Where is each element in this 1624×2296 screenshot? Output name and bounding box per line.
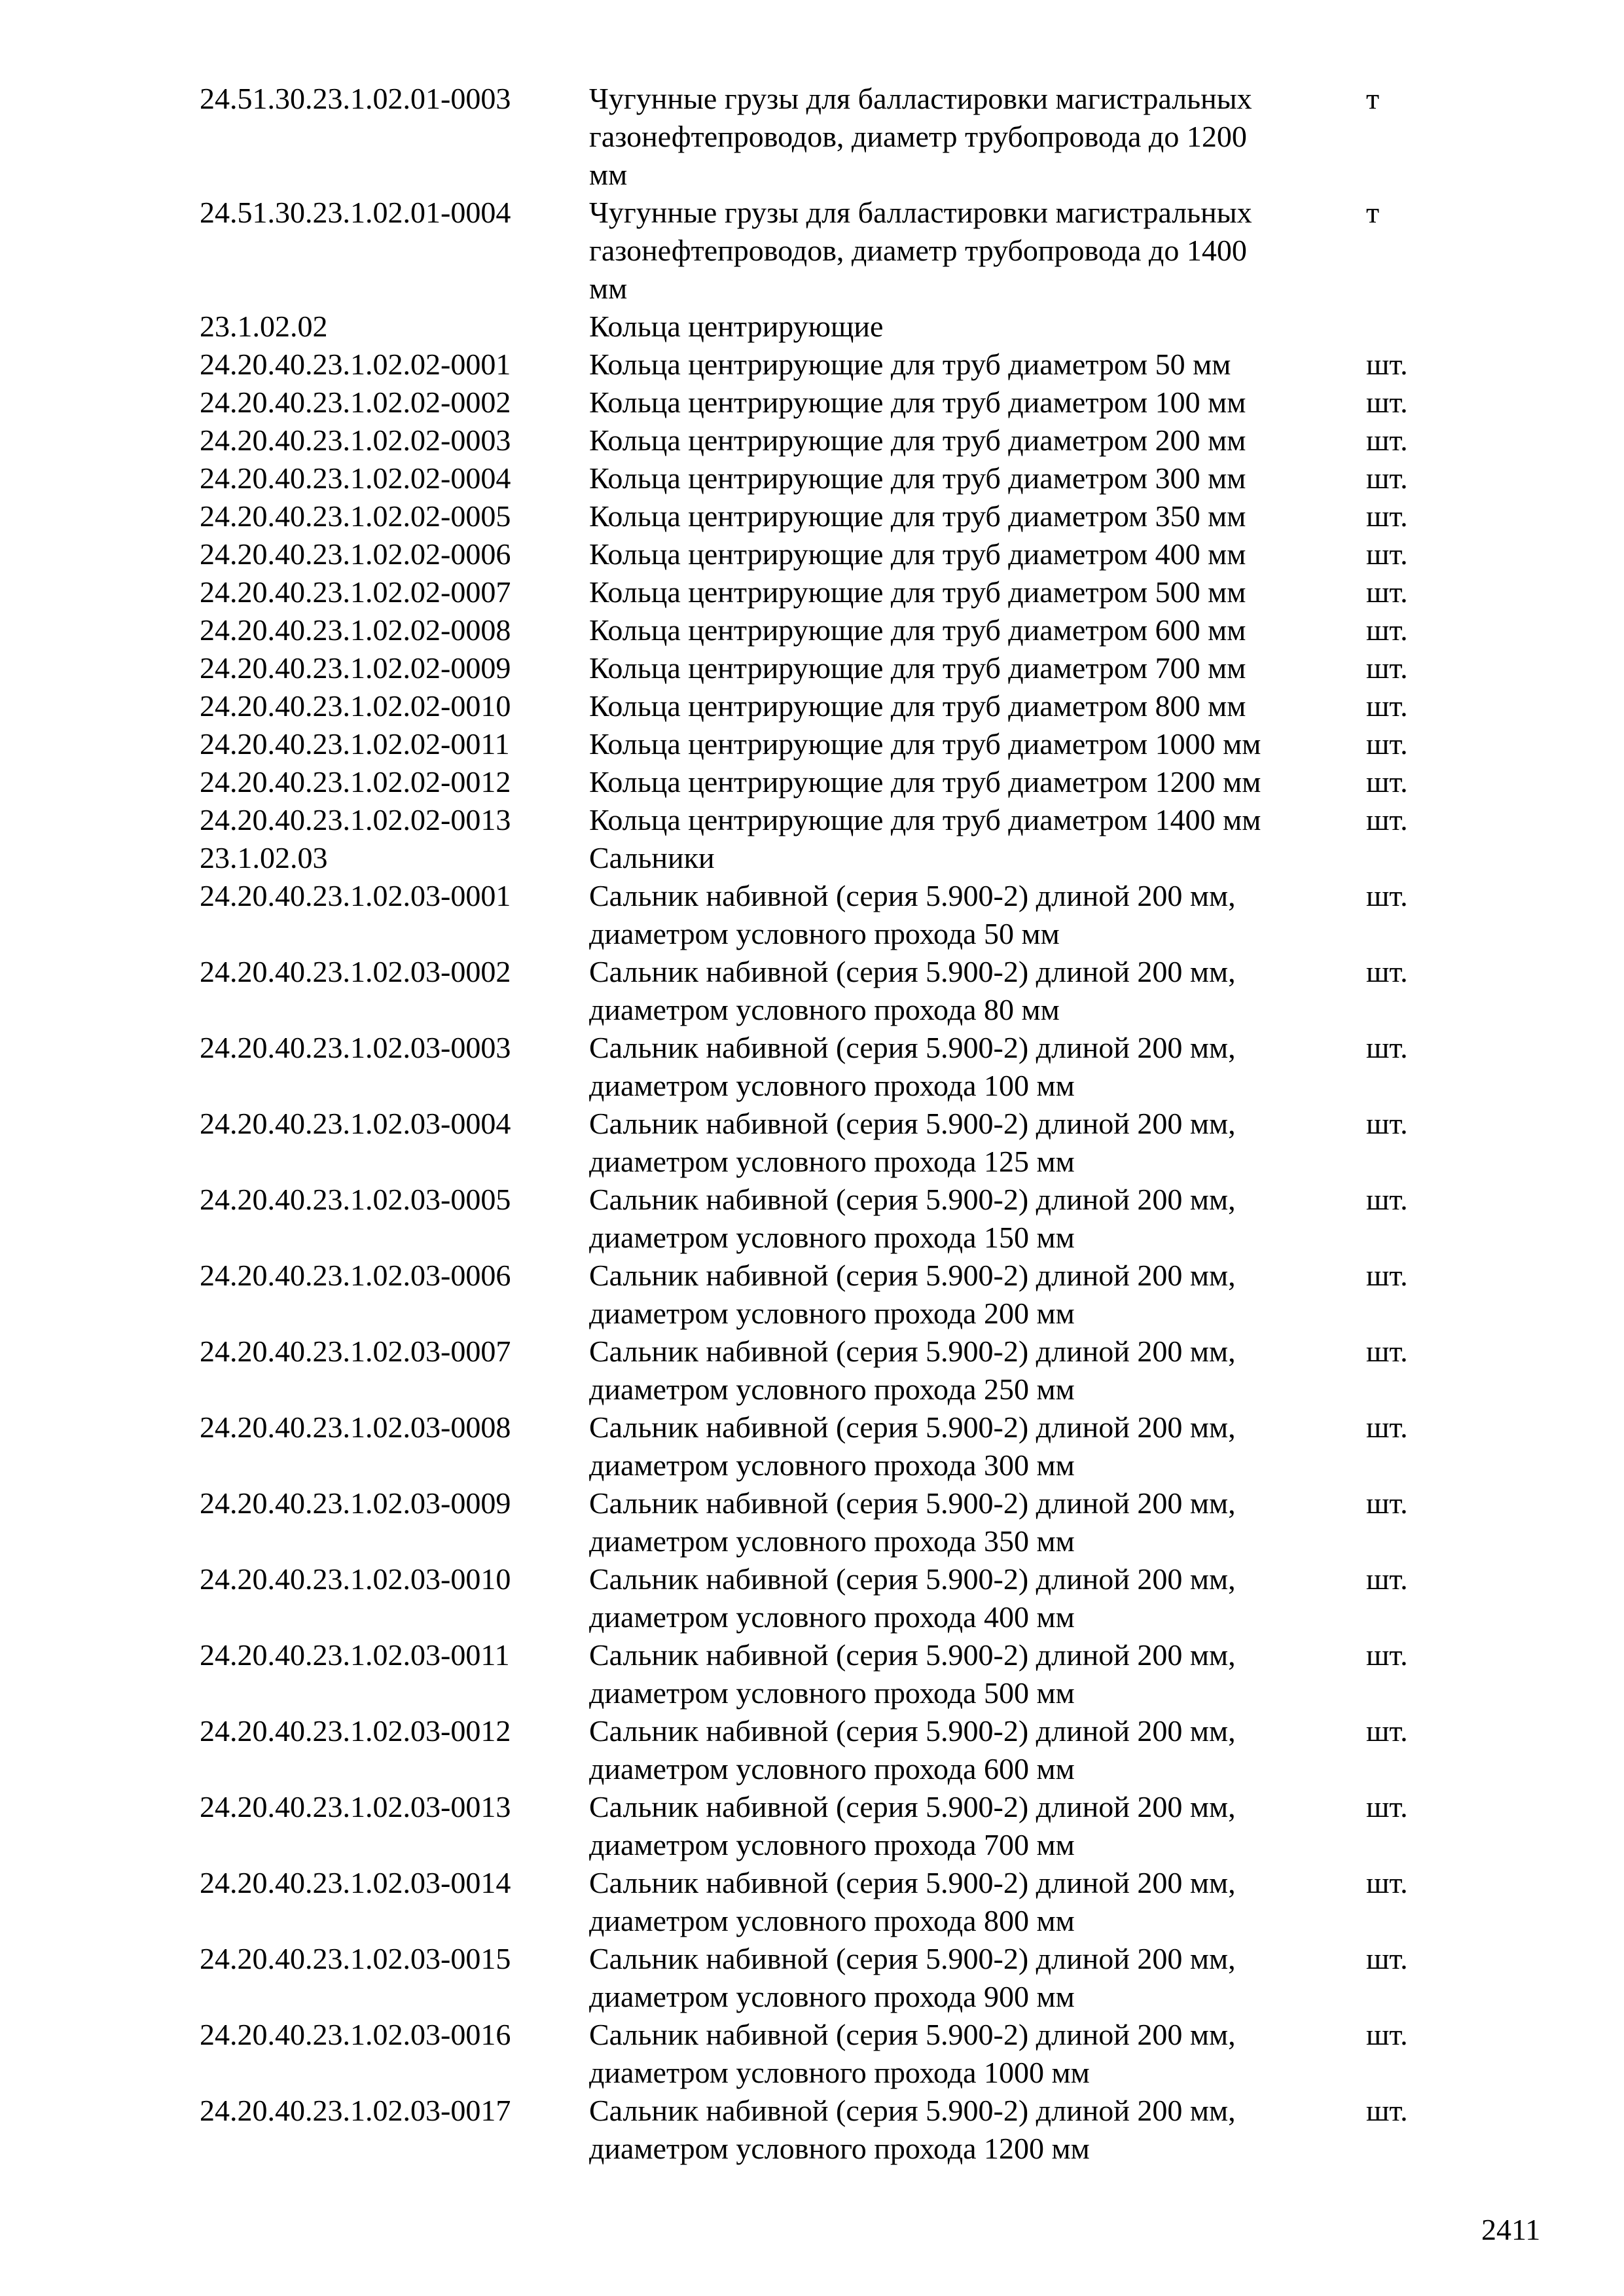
- row-unit: шт.: [1366, 1486, 1408, 1520]
- row-unit: шт.: [1366, 461, 1408, 495]
- row-description: Кольца центрирующие для труб диаметром 200 мм: [589, 423, 1246, 457]
- row-code: 24.20.40.23.1.02.02-0005: [200, 499, 511, 533]
- table-row: [0, 1333, 1624, 1408]
- row-description: Сальники: [589, 841, 715, 874]
- row-code: 24.20.40.23.1.02.03-0011: [200, 1638, 510, 1672]
- row-unit: шт.: [1366, 1714, 1408, 1748]
- row-description: Кольца центрирующие для труб диаметром 300 мм: [589, 461, 1246, 495]
- row-description: Кольца центрирующие для труб диаметром 100 мм: [589, 386, 1246, 419]
- row-unit: шт.: [1366, 765, 1408, 798]
- row-description: Кольца центрирующие для труб диаметром 600 мм: [589, 613, 1246, 647]
- row-unit: т: [1366, 196, 1380, 229]
- row-code: 24.20.40.23.1.02.02-0007: [200, 575, 511, 609]
- row-description: Сальник набивной (серия 5.900-2) длиной 200 мм, диаметром условного прохода 350 мм: [589, 1486, 1236, 1558]
- row-description: Кольца центрирующие для труб диаметром 50 мм: [589, 348, 1231, 381]
- table-row: [0, 80, 1624, 194]
- table-row: [0, 1712, 1624, 1788]
- row-unit: шт.: [1366, 499, 1408, 533]
- row-unit: шт.: [1366, 689, 1408, 723]
- row-description: Кольца центрирующие для труб диаметром 1200 мм: [589, 765, 1261, 798]
- row-unit: шт.: [1366, 1866, 1408, 1899]
- table-row: [0, 1105, 1624, 1181]
- table-row: [0, 839, 1624, 877]
- table-row: [0, 422, 1624, 459]
- table-row: [0, 1864, 1624, 1940]
- row-unit: шт.: [1366, 1335, 1408, 1368]
- table-row: [0, 384, 1624, 422]
- page-number: 2411: [1481, 2213, 1541, 2246]
- table-row: [0, 1788, 1624, 1864]
- row-code: 24.20.40.23.1.02.03-0012: [200, 1714, 511, 1748]
- row-description: Кольца центрирующие для труб диаметром 400 мм: [589, 537, 1246, 571]
- row-unit: шт.: [1366, 1107, 1408, 1140]
- row-code: 24.20.40.23.1.02.02-0009: [200, 651, 511, 685]
- table-row: [0, 497, 1624, 535]
- table-row: [0, 801, 1624, 839]
- table-row: [0, 194, 1624, 308]
- row-code: 24.51.30.23.1.02.01-0004: [200, 196, 511, 229]
- row-unit: шт.: [1366, 1410, 1408, 1444]
- row-description: Кольца центрирующие для труб диаметром 1000 мм: [589, 727, 1261, 761]
- table-row: [0, 877, 1624, 953]
- row-description: Сальник набивной (серия 5.900-2) длиной 200 мм, диаметром условного прохода 400 мм: [589, 1562, 1236, 1634]
- table-row: [0, 308, 1624, 346]
- row-code: 24.20.40.23.1.02.02-0003: [200, 423, 511, 457]
- row-unit: т: [1366, 82, 1380, 115]
- row-code: 24.20.40.23.1.02.02-0002: [200, 386, 511, 419]
- table-row: [0, 1257, 1624, 1333]
- row-description: Сальник набивной (серия 5.900-2) длиной 200 мм, диаметром условного прохода 200 мм: [589, 1259, 1236, 1330]
- row-code: 24.20.40.23.1.02.03-0002: [200, 955, 511, 988]
- row-unit: шт.: [1366, 2018, 1408, 2051]
- row-code: 24.20.40.23.1.02.02-0004: [200, 461, 511, 495]
- row-code: 24.20.40.23.1.02.02-0008: [200, 613, 511, 647]
- row-description: Сальник набивной (серия 5.900-2) длиной 200 мм, диаметром условного прохода 900 мм: [589, 1942, 1236, 2013]
- row-unit: шт.: [1366, 1638, 1408, 1672]
- row-description: Кольца центрирующие: [589, 310, 884, 343]
- row-unit: шт.: [1366, 423, 1408, 457]
- row-unit: шт.: [1366, 613, 1408, 647]
- row-description: Сальник набивной (серия 5.900-2) длиной 200 мм, диаметром условного прохода 500 мм: [589, 1638, 1236, 1710]
- table-row: [0, 953, 1624, 1029]
- table-row: [0, 1560, 1624, 1636]
- table-row: [0, 1636, 1624, 1712]
- row-description: Сальник набивной (серия 5.900-2) длиной 200 мм, диаметром условного прохода 1200 мм: [589, 2094, 1236, 2165]
- row-code: 24.20.40.23.1.02.02-0010: [200, 689, 511, 723]
- table-row: [0, 1484, 1624, 1560]
- row-unit: шт.: [1366, 803, 1408, 836]
- table-row: [0, 1408, 1624, 1484]
- row-code: 24.20.40.23.1.02.03-0014: [200, 1866, 511, 1899]
- row-code: 24.20.40.23.1.02.02-0001: [200, 348, 511, 381]
- row-code: 24.20.40.23.1.02.03-0015: [200, 1942, 511, 1975]
- row-unit: шт.: [1366, 1031, 1408, 1064]
- row-description: Сальник набивной (серия 5.900-2) длиной 200 мм, диаметром условного прохода 1000 мм: [589, 2018, 1236, 2089]
- row-code: 24.20.40.23.1.02.03-0007: [200, 1335, 511, 1368]
- row-code: 24.20.40.23.1.02.03-0016: [200, 2018, 511, 2051]
- row-unit: шт.: [1366, 1183, 1408, 1216]
- row-description: Сальник набивной (серия 5.900-2) длиной 200 мм, диаметром условного прохода 600 мм: [589, 1714, 1236, 1785]
- row-code: 24.20.40.23.1.02.03-0008: [200, 1410, 511, 1444]
- table-row: [0, 611, 1624, 649]
- row-code: 24.20.40.23.1.02.02-0011: [200, 727, 510, 761]
- row-code: 24.20.40.23.1.02.02-0006: [200, 537, 511, 571]
- row-description: Кольца центрирующие для труб диаметром 350 мм: [589, 499, 1246, 533]
- row-code: 23.1.02.03: [200, 841, 328, 874]
- row-code: 24.20.40.23.1.02.02-0013: [200, 803, 511, 836]
- row-description: Сальник набивной (серия 5.900-2) длиной 200 мм, диаметром условного прохода 150 мм: [589, 1183, 1236, 1254]
- row-unit: шт.: [1366, 2094, 1408, 2127]
- row-code: 24.20.40.23.1.02.02-0012: [200, 765, 511, 798]
- row-description: Сальник набивной (серия 5.900-2) длиной 200 мм, диаметром условного прохода 100 мм: [589, 1031, 1236, 1102]
- table-row: [0, 763, 1624, 801]
- row-unit: шт.: [1366, 879, 1408, 912]
- row-unit: шт.: [1366, 1562, 1408, 1596]
- row-code: 24.20.40.23.1.02.03-0010: [200, 1562, 511, 1596]
- row-code: 24.20.40.23.1.02.03-0003: [200, 1031, 511, 1064]
- row-description: Сальник набивной (серия 5.900-2) длиной 200 мм, диаметром условного прохода 125 мм: [589, 1107, 1236, 1178]
- table-row: [0, 1181, 1624, 1257]
- table-row: [0, 2092, 1624, 2168]
- row-unit: шт.: [1366, 651, 1408, 685]
- table-row: [0, 459, 1624, 497]
- row-description: Кольца центрирующие для труб диаметром 500 мм: [589, 575, 1246, 609]
- row-description: Кольца центрирующие для труб диаметром 800 мм: [589, 689, 1246, 723]
- table-row: [0, 1940, 1624, 2016]
- row-code: 24.20.40.23.1.02.03-0006: [200, 1259, 511, 1292]
- row-unit: шт.: [1366, 575, 1408, 609]
- row-description: Чугунные грузы для балластировки магистральных газонефтепроводов, диаметр трубопровода до 1400 мм: [589, 196, 1252, 305]
- table-row: [0, 346, 1624, 384]
- table-row: [0, 2016, 1624, 2092]
- table-row: [0, 573, 1624, 611]
- table-row: [0, 1029, 1624, 1105]
- row-unit: шт.: [1366, 1942, 1408, 1975]
- table-row: [0, 687, 1624, 725]
- row-code: 24.20.40.23.1.02.03-0005: [200, 1183, 511, 1216]
- row-code: 24.20.40.23.1.02.03-0013: [200, 1790, 511, 1823]
- row-code: 24.51.30.23.1.02.01-0003: [200, 82, 511, 115]
- row-unit: шт.: [1366, 537, 1408, 571]
- row-description: Сальник набивной (серия 5.900-2) длиной 200 мм, диаметром условного прохода 50 мм: [589, 879, 1236, 950]
- table-row: [0, 725, 1624, 763]
- row-description: Кольца центрирующие для труб диаметром 1400 мм: [589, 803, 1261, 836]
- row-unit: шт.: [1366, 348, 1408, 381]
- row-code: 24.20.40.23.1.02.03-0001: [200, 879, 511, 912]
- row-description: Сальник набивной (серия 5.900-2) длиной 200 мм, диаметром условного прохода 300 мм: [589, 1410, 1236, 1482]
- row-description: Кольца центрирующие для труб диаметром 700 мм: [589, 651, 1246, 685]
- row-description: Сальник набивной (серия 5.900-2) длиной 200 мм, диаметром условного прохода 700 мм: [589, 1790, 1236, 1861]
- row-code: 24.20.40.23.1.02.03-0017: [200, 2094, 511, 2127]
- row-unit: шт.: [1366, 727, 1408, 761]
- table-row: [0, 535, 1624, 573]
- row-unit: шт.: [1366, 955, 1408, 988]
- row-unit: шт.: [1366, 386, 1408, 419]
- row-code: 23.1.02.02: [200, 310, 328, 343]
- row-unit: шт.: [1366, 1259, 1408, 1292]
- row-code: 24.20.40.23.1.02.03-0004: [200, 1107, 511, 1140]
- row-description: Сальник набивной (серия 5.900-2) длиной 200 мм, диаметром условного прохода 80 мм: [589, 955, 1236, 1026]
- row-description: Чугунные грузы для балластировки магистральных газонефтепроводов, диаметр трубопровода до 1200 мм: [589, 82, 1252, 191]
- row-description: Сальник набивной (серия 5.900-2) длиной 200 мм, диаметром условного прохода 250 мм: [589, 1335, 1236, 1406]
- row-description: Сальник набивной (серия 5.900-2) длиной 200 мм, диаметром условного прохода 800 мм: [589, 1866, 1236, 1937]
- row-code: 24.20.40.23.1.02.03-0009: [200, 1486, 511, 1520]
- row-unit: шт.: [1366, 1790, 1408, 1823]
- table-row: [0, 649, 1624, 687]
